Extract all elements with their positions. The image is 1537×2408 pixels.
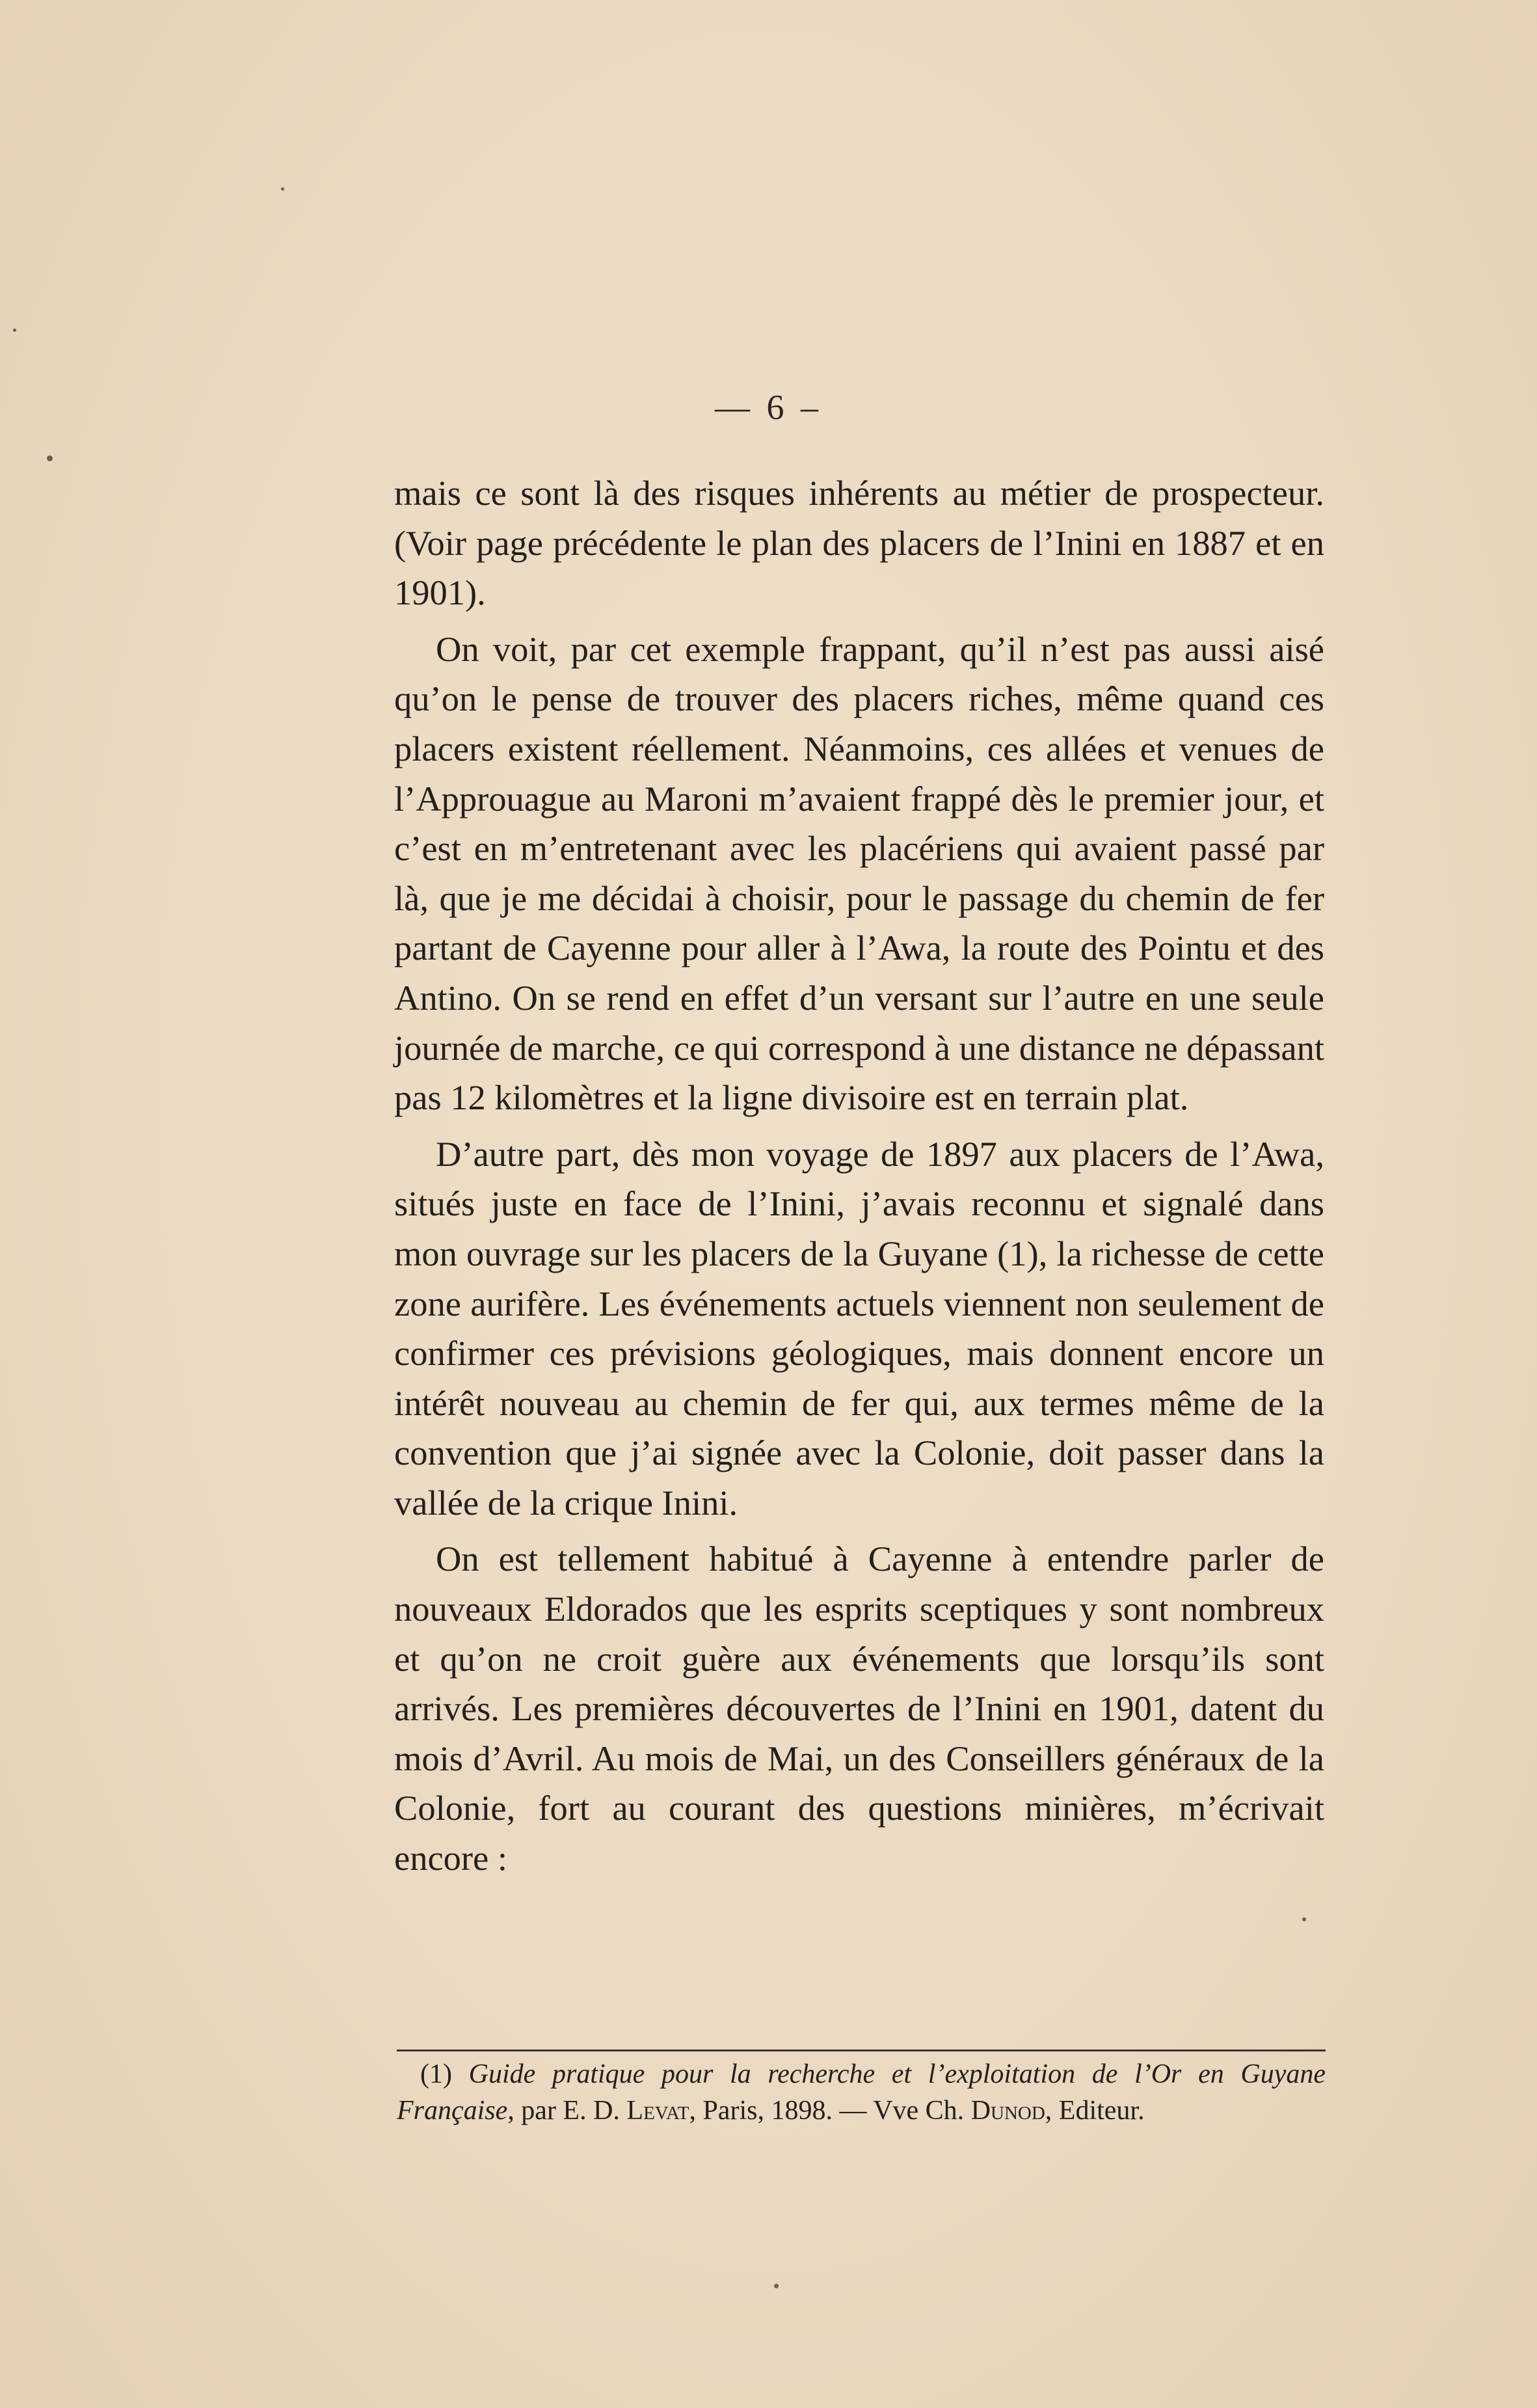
- footnote-separator: [397, 2050, 1326, 2051]
- paragraph-1: mais ce sont là des risques inhérents au métier de prospecteur. (Voir page précédente le plan des placers de l’Inini en 1887 et en 1901).: [394, 473, 1324, 613]
- footnote-author: Levat: [626, 2096, 689, 2126]
- footnote-place-date: , Paris, 1898. — Vve Ch.: [689, 2096, 965, 2126]
- footnote-marker: (1): [420, 2059, 452, 2089]
- footnote-role: , Editeur.: [1045, 2096, 1145, 2126]
- footnote-publisher: Dunod: [970, 2096, 1045, 2126]
- paragraph-3: D’autre part, dès mon voyage de 1897 aux placers de l’Awa, situés juste en face de l’Inini, j’avais reconnu et signalé dans mon ouvrage sur les placers de la Guyane (1), la richesse de cette zone aurifère. Les événements actuels viennent non seulement de confirmer ces prévisions géologiques, mais donnent encore un intérêt nouveau au chemin de fer qui, aux termes même de la convention que j’ai signée avec la Colonie, doit passer dans la vallée de la crique Inini.: [394, 1133, 1324, 1522]
- page-number: — 6 –: [715, 388, 822, 427]
- footnote-book-title: Guide pratique pour la recherche et l’exploitation de l’Or en Guyane Française: [397, 2059, 1326, 2126]
- paragraph-4: On est tellement habitué à Cayenne à entendre parler de nouveaux Eldorados que les esprits sceptiques y sont nombreux et qu’on ne croit guère aux événements que lorsqu’ils sont arrivés. Les premières découvertes de l’Inini en 1901, datent du mois d’Avril. Au mois de Mai, un des Conseillers généraux de la Colonie, fort au courant des questions minières, m’écrivait encore :: [394, 1539, 1324, 1878]
- paragraph-2: On voit, par cet exemple frappant, qu’il n’est pas aussi aisé qu’on le pense de trouver des placers riches, même quand ces placers existent réellement. Néanmoins, ces allées et venues de l’Approuague au Maroni m’avaient frappé dès le premier jour, et c’est en m’entretenant avec les placériens qui avaient passé par là, que je me décidai à choisir, pour le passage du chemin de fer partant de Cayenne pour aller à l’Awa, la route des Pointu et des Antino. On se rend en effet d’un versant sur l’autre en une seule journée de marche, ce qui correspond à une distance ne dépassant pas 12 kilomètres et la ligne divisoire est en terrain plat.: [394, 629, 1325, 1118]
- footnote-by: , par E. D.: [507, 2096, 620, 2126]
- body-text: [394, 468, 1324, 1890]
- footnote: [397, 2056, 1326, 2129]
